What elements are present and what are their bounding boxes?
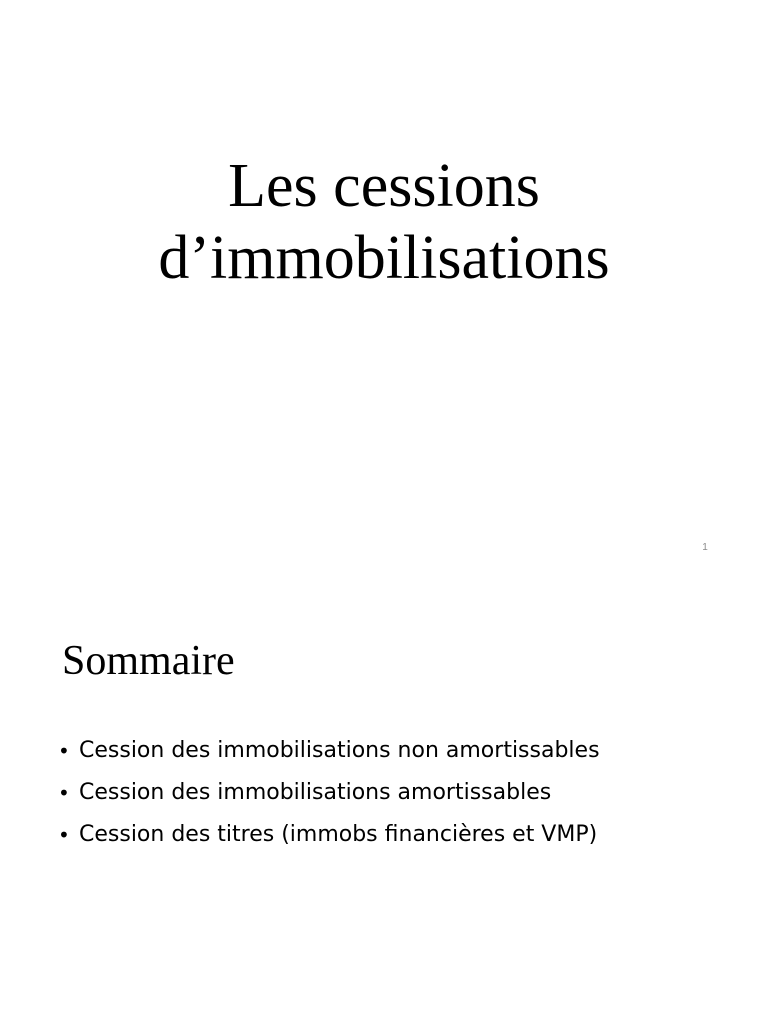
list-item [58, 814, 600, 856]
summary-slide [0, 576, 768, 1024]
list-item-text: Cession des titres (immobs financières et VMP) [79, 822, 598, 847]
list-item-text: Cession des immobilisations amortissables [79, 780, 552, 805]
summary-title: Sommaire [62, 638, 235, 684]
slide-title [0, 150, 768, 294]
bullet-icon: • [58, 823, 70, 847]
list-item [58, 730, 600, 772]
bullet-icon: • [58, 781, 70, 805]
slide-number: 1 [702, 542, 708, 553]
list-item-text: Cession des immobilisations non amortissables [79, 738, 600, 763]
list-item [58, 772, 600, 814]
title-line: Les cessions [228, 152, 540, 220]
bullet-icon: • [58, 739, 70, 763]
summary-bullet-list [58, 730, 600, 856]
title-line: d’immobilisations [158, 224, 610, 292]
